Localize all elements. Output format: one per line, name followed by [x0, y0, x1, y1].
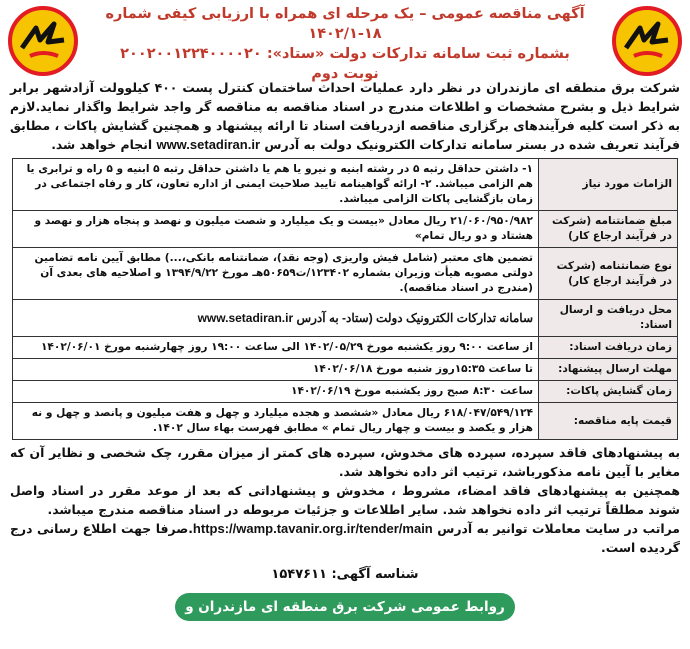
- row-label: زمان دریافت اسناد:: [539, 337, 678, 359]
- intro-paragraph: [10, 78, 680, 154]
- row-value: سامانه تدارکات الکترونیک دولت (ستاد- به آدرس www.setadiran.ir: [13, 300, 539, 337]
- intro-suffix: انجام خواهد شد.: [51, 137, 153, 152]
- row-value: ساعت ۸:۳۰ صبح روز یکشنبه مورخ ۱۴۰۲/۰۶/۱۹: [13, 381, 539, 403]
- footer-paragraph-3: [10, 519, 680, 557]
- row-label: محل دریافت و ارسال اسناد:: [539, 300, 678, 337]
- row-value: تضمین های معتبر (شامل فیش واریزی (وجه نقد)، ضمانتنامه بانکی،...) مطابق آیین نامه تضامین دولتی مصوبه هیأت وزیران بشماره ۱۲۳۴۰۲/ت۵۰۶۵۹هـ مورخ ۱۳۹۴/۹/۲۲ و اصلاحیه های بعدی آن (مندرج در اسناد مناقصه).: [13, 248, 539, 300]
- row-label: نوع ضمانتنامه (شرکت در فرآیند ارجاع کار): [539, 248, 678, 300]
- company-logo-icon: [612, 6, 682, 76]
- company-logo-icon: [8, 6, 78, 76]
- table-row: [13, 300, 678, 337]
- ad-number: شناسه آگهی: ۱۵۴۷۶۱۱: [271, 567, 419, 582]
- row-value: ۲۱/۰۶۰/۹۵۰/۹۸۲ ریال معادل «بیست و یک میلیارد و شصت میلیون و نهصد و پنجاه هزار و نهصد و هشتاد و دو ریال تمام»: [13, 211, 539, 248]
- row-label: قیمت پایه مناقصه:: [539, 403, 678, 440]
- table-row: [13, 248, 678, 300]
- table-row: [13, 403, 678, 440]
- table-row: [13, 359, 678, 381]
- intro-text: شرکت برق منطقه ای مازندران در نظر دارد عملیات احداث ساختمان کنترل پست ۴۰۰ کیلوولت آزادشهر برابر شرایط ذیل و بشرح مشخصات و اطلاعات مندرج در اسناد مناقصه به مناقصه گر واجد شرایط واگذار نماید.لازم به ذکر است کلیه فرآیندهای برگزاری مناقصه ازدریافت اسناد تا ارائه پیشنهاد و همچنین گشایش پاکات ، مطابق فرآیند تعریف شده در بستر سامانه تدارکات الکترونیک دولت به آدرس: [10, 80, 680, 152]
- row-label: زمان گشایش پاکات:: [539, 381, 678, 403]
- row-label: الزامات مورد نیاز: [539, 159, 678, 211]
- row-value: ۱- داشتن حداقل رتبه ۵ در رشته ابنیه و نیرو یا هم یا داشتن حداقل رتبه ۵ ابنیه و ۵ راه و ترابری یا هم الزامی میباشد. ۲- ارائه گواهینامه تایید صلاحیت ایمنی از اداره تعاون، کار و رفاه اجتماعی در زمان بازگشایی پاکات الزامی میباشد.: [13, 159, 539, 211]
- header: [0, 0, 690, 82]
- row-label: مبلغ ضمانتنامه (شرکت در فرآیند ارجاع کار): [539, 211, 678, 248]
- tavanir-link[interactable]: https://wamp.tavanir.org.ir/tender/main: [192, 521, 433, 536]
- footer-paragraph-2: همچنین به پیشنهادهای فاقد امضاء، مشروط ، مخدوش و پیشنهاداتی که بعد از موعد مقرر در اسناد واصل شوند مطلقاً ترتیب اثر داده نخواهد شد. سایر اطلاعات و جزئیات مربوطه در اسناد مناقصه مندرج میباشد.: [10, 483, 680, 517]
- footer-paragraph-1: به پیشنهادهای فاقد سپرده، سپرده های مخدوش، سپرده های کمتر از میزان مقرر، چک شخصی و نظایر آن که مغایر با آیین نامه مذکورباشد، ترتیب اثر داده نخواهد شد.: [10, 445, 680, 479]
- footer-paragraphs: [10, 443, 680, 584]
- public-relations-banner: روابط عمومی شرکت برق منطقه ای مازندران و گلستان: [175, 593, 515, 621]
- row-value: تا ساعت ۱۵:۳۵روز شنبه مورخ ۱۴۰۲/۰۶/۱۸: [13, 359, 539, 381]
- footer-paragraph-3-suffix: .صرفا جهت اطلاع رسانی درج گردیده است.: [10, 521, 680, 555]
- notice-title: [90, 4, 600, 84]
- title-line-2: بشماره ثبت سامانه تدارکات دولت «ستاد»: ۲۰۰۲۰۰۱۲۲۴۰۰۰۰۲۰: [120, 46, 570, 62]
- table-row: [13, 211, 678, 248]
- footer-paragraph-3-prefix: مراتب در سایت معاملات توانیر به آدرس: [437, 521, 680, 536]
- row-value: ۶۱۸/۰۴۷/۵۴۹/۱۲۴ ریال معادل «ششصد و هجده میلیارد و چهل و هفت میلیون و پانصد و چهل و نه هزار و یکصد و بیست و چهار ریال تمام » مطابق فهرست بهاء سال ۱۴۰۲.: [13, 403, 539, 440]
- title-line-3: نوبت دوم: [311, 66, 379, 82]
- title-line-1: آگهی مناقصه عمومی – یک مرحله ای همراه با ارزیابی کیفی شماره ۱۸-۱۴۰۲/۱: [105, 6, 585, 42]
- row-label: مهلت ارسال پیشنهاد:: [539, 359, 678, 381]
- table-row: [13, 159, 678, 211]
- row-value: از ساعت ۹:۰۰ روز یکشنبه مورخ ۱۴۰۲/۰۵/۲۹ الی ساعت ۱۹:۰۰ روز چهارشنبه مورخ ۱۴۰۲/۰۶/۰۱: [13, 337, 539, 359]
- table-row: [13, 381, 678, 403]
- tender-spec-table: [12, 158, 678, 440]
- table-row: [13, 337, 678, 359]
- setadiran-link[interactable]: www.setadiran.ir: [156, 137, 261, 152]
